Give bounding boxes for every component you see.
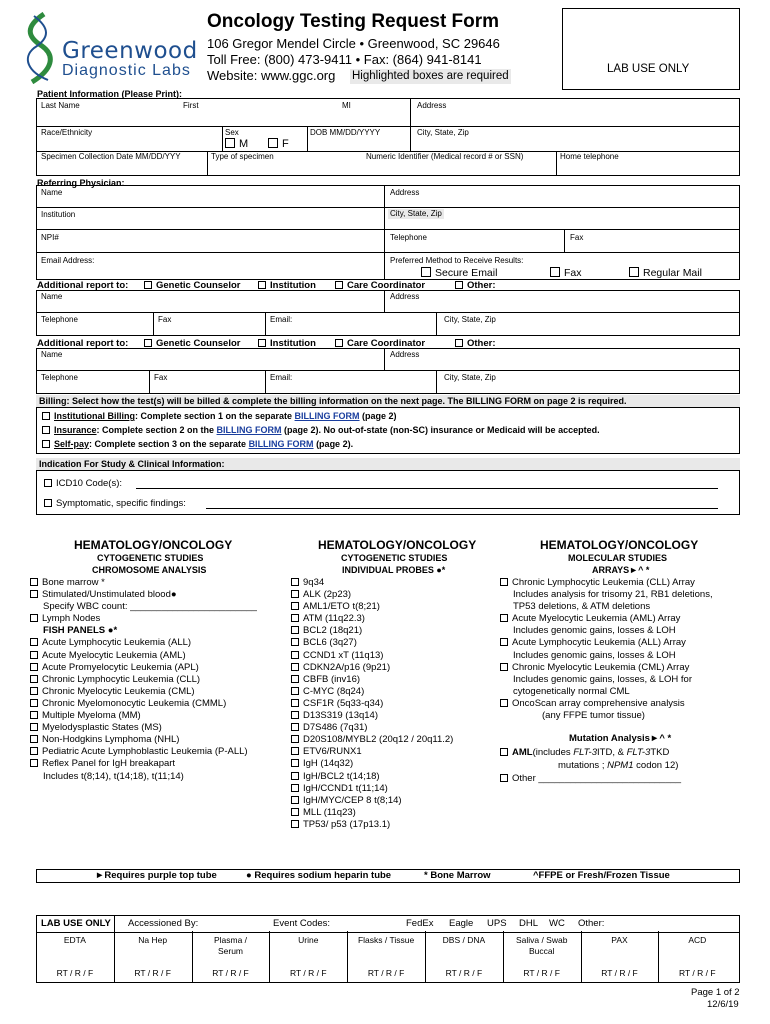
checkbox[interactable] xyxy=(500,663,508,671)
col1-test-note xyxy=(30,601,257,613)
legend-bone-marrow: * Bone Marrow xyxy=(424,870,491,881)
col2-probe-label: CSF1R (5q33-q34) xyxy=(303,697,384,709)
checkbox[interactable] xyxy=(291,820,299,828)
checkbox[interactable] xyxy=(291,759,299,767)
col3-title: HEMATOLOGY/ONCOLOGY xyxy=(540,538,699,552)
col3-array-label: (any FFPE tumor tissue) xyxy=(542,710,645,722)
col2-probe-label: 9q34 xyxy=(303,577,325,588)
col3-array-checkbox[interactable] xyxy=(500,698,713,710)
other-checkbox-1[interactable]: Other: xyxy=(455,281,496,291)
checkbox[interactable] xyxy=(30,663,38,671)
icd10-checkbox[interactable]: ICD10 Code(s): xyxy=(44,478,122,489)
genetic-counselor-checkbox-1[interactable]: Genetic Counselor xyxy=(144,281,240,291)
col2-subtitle-2: INDIVIDUAL PROBES ●* xyxy=(342,565,446,575)
col2-subtitle-1: CYTOGENETIC STUDIES xyxy=(341,553,448,563)
checkbox[interactable] xyxy=(291,808,299,816)
checkbox[interactable] xyxy=(30,735,38,743)
checkbox[interactable] xyxy=(30,723,38,731)
logo-text-secondary: Diagnostic Labs xyxy=(62,62,191,79)
billing-selfpay-option[interactable]: Self-pay: Complete section 3 on the separate BILLING FORM (page 2). xyxy=(42,439,353,450)
lab-rt-r-f-field[interactable]: RT / R / F xyxy=(134,968,171,978)
checkbox[interactable] xyxy=(291,711,299,719)
col2-probe-checkbox[interactable] xyxy=(291,722,453,734)
col3-array-label: Includes genomic gains, losses & LOH xyxy=(513,625,676,637)
col2-probe-checkbox[interactable] xyxy=(291,662,453,674)
checkbox[interactable] xyxy=(30,675,38,683)
col3-array-note xyxy=(500,601,713,613)
institution-checkbox-1[interactable]: Institution xyxy=(258,281,316,291)
patient-address-field[interactable]: Address xyxy=(417,101,447,110)
col1-title: HEMATOLOGY/ONCOLOGY xyxy=(74,538,233,552)
col2-test-list xyxy=(291,577,453,831)
carrier-other[interactable]: Other: xyxy=(578,918,605,929)
additional-fax-field-1[interactable]: Fax xyxy=(158,315,172,324)
mutation-analysis-heading: Mutation Analysis►^ * xyxy=(569,733,672,744)
sex-m-checkbox[interactable]: M xyxy=(225,138,248,150)
additional-report-label-2: Additional report to: xyxy=(37,338,129,349)
col3-subtitle-2: ARRAYS►^ * xyxy=(592,565,650,575)
dob-field[interactable]: DOB MM/DD/YYYY xyxy=(310,128,381,137)
form-date: 12/6/19 xyxy=(707,999,739,1010)
col1-test-label: Acute Lymphocytic Leukemia (ALL) xyxy=(42,637,192,649)
col2-probe-label: C-MYC (8q24) xyxy=(303,685,365,697)
col3-array-label: Acute Lymphocytic Leukemia (ALL) Array xyxy=(512,637,686,649)
additional-section-1 xyxy=(36,290,740,336)
col1-subtitle-1: CYTOGENETIC STUDIES xyxy=(97,553,204,563)
col3-array-checkbox[interactable] xyxy=(500,637,713,649)
col1-test-label: Specify WBC count: ________________________ xyxy=(43,601,257,613)
lab-rt-r-f-field[interactable]: RT / R / F xyxy=(212,968,249,978)
col2-probe-checkbox[interactable] xyxy=(291,650,453,662)
col1-test-checkbox[interactable] xyxy=(30,613,257,625)
lab-column-header: Saliva / Swab Buccal xyxy=(515,935,568,956)
checkbox[interactable] xyxy=(291,578,299,586)
col1-test-checkbox[interactable] xyxy=(30,722,257,734)
col2-probe-checkbox[interactable] xyxy=(291,783,453,795)
accessioned-by-field[interactable]: Accessioned By: xyxy=(128,918,199,929)
specimen-type-field[interactable]: Type of specimen xyxy=(211,152,274,161)
checkbox[interactable] xyxy=(30,578,38,586)
sex-label: Sex xyxy=(225,128,239,137)
checkbox[interactable] xyxy=(500,638,508,646)
col2-probe-checkbox[interactable] xyxy=(291,674,453,686)
lab-website: Website: www.ggc.org xyxy=(207,68,336,83)
col3-array-label: Includes analysis for trisomy 21, RB1 deletions, xyxy=(513,589,713,601)
lab-rt-r-f-field[interactable]: RT / R / F xyxy=(290,968,327,978)
secure-email-checkbox[interactable]: Secure Email xyxy=(421,267,497,279)
institution-checkbox-2[interactable]: Institution xyxy=(258,339,316,349)
col2-probe-label: CDKN2A/p16 (9p21) xyxy=(303,661,391,673)
col2-probe-label: D13S319 (13q14) xyxy=(303,710,378,722)
col2-probe-label: TP53/ p53 (17p13.1) xyxy=(303,818,391,830)
symptomatic-input-line[interactable] xyxy=(206,508,718,509)
col2-probe-checkbox[interactable] xyxy=(291,819,453,831)
indication-heading: Indication For Study & Clinical Information: xyxy=(36,458,740,471)
checkbox[interactable] xyxy=(291,614,299,622)
col2-title: HEMATOLOGY/ONCOLOGY xyxy=(318,538,477,552)
logo xyxy=(22,12,198,86)
physician-city-field[interactable]: City, State, Zip xyxy=(390,209,442,218)
col3-subtitle-1: MOLECULAR STUDIES xyxy=(568,553,667,563)
additional-email-field-2[interactable]: Email: xyxy=(270,373,293,382)
checkbox[interactable] xyxy=(291,651,299,659)
billing-insurance-option[interactable]: Insurance: Complete section 2 on the BILLING FORM (page 2). No out-of-state (non-SC) insurance or Medicaid will be accepted. xyxy=(42,425,600,436)
lab-use-only-label: LAB USE ONLY xyxy=(607,63,690,75)
col3-array-note xyxy=(500,686,713,698)
col2-probe-checkbox[interactable] xyxy=(291,577,453,589)
lab-column-header: PAX xyxy=(611,935,628,945)
lab-column-header: Plasma / Serum xyxy=(213,935,248,956)
physician-address-field[interactable]: Address xyxy=(390,188,420,197)
col3-array-checkbox[interactable] xyxy=(500,577,713,589)
symptomatic-checkbox[interactable]: Symptomatic, specific findings: xyxy=(44,498,186,509)
checkbox[interactable] xyxy=(500,699,508,707)
lab-rt-r-f-field[interactable]: RT / R / F xyxy=(523,968,560,978)
carrier-ups[interactable]: UPS xyxy=(487,918,507,929)
lab-column-header: EDTA xyxy=(63,935,86,945)
col1-test-label: Reflex Panel for IgH breakapart xyxy=(42,758,176,770)
physician-name-field[interactable]: Name xyxy=(41,188,63,197)
lab-column-header: ACD xyxy=(688,935,707,945)
highlight-note: Highlighted boxes are required xyxy=(352,70,509,82)
checkbox[interactable] xyxy=(291,796,299,804)
checkbox[interactable] xyxy=(30,614,38,622)
preferred-method-label: Preferred Method to Receive Results: xyxy=(390,256,524,265)
other-mutation-checkbox[interactable]: Other ___________________________ xyxy=(500,773,681,785)
col2-probe-label: CBFB (inv16) xyxy=(303,673,361,685)
additional-email-field-1[interactable]: Email: xyxy=(270,315,293,324)
col3-array-label: cytogenetically normal CML xyxy=(513,685,630,697)
col3-array-label: Includes genomic gains, losses, & LOH for xyxy=(513,673,693,685)
lab-rt-r-f-field[interactable]: RT / R / F xyxy=(679,968,716,978)
col1-test-label: Myelodysplastic States (MS) xyxy=(42,722,162,734)
race-field[interactable]: Race/Ethnicity xyxy=(41,128,93,137)
col1-test-checkbox[interactable] xyxy=(30,734,257,746)
col2-probe-checkbox[interactable] xyxy=(291,686,453,698)
checkbox[interactable] xyxy=(291,663,299,671)
additional-address-field-1[interactable]: Address xyxy=(390,292,420,301)
col1-test-label: Includes t(8;14), t(14;18), t(11;14) xyxy=(43,770,184,782)
col1-test-checkbox[interactable] xyxy=(30,577,257,589)
legend-purple-tube: ►Requires purple top tube xyxy=(95,870,217,881)
col2-probe-checkbox[interactable] xyxy=(291,698,453,710)
checkbox[interactable] xyxy=(291,590,299,598)
col1-test-label: FISH PANELS ●* xyxy=(43,625,118,637)
col2-probe-checkbox[interactable] xyxy=(291,637,453,649)
col3-array-note xyxy=(500,625,713,637)
checkbox[interactable] xyxy=(30,759,38,767)
email-field[interactable]: Email Address: xyxy=(41,256,95,265)
lab-column-header: DBS / DNA xyxy=(442,935,486,945)
checkbox[interactable] xyxy=(291,602,299,610)
checkbox[interactable] xyxy=(30,590,38,598)
billing-form-link-3[interactable]: BILLING FORM xyxy=(248,439,314,449)
carrier-fedex[interactable]: FedEx xyxy=(406,918,434,929)
page-title: Oncology Testing Request Form xyxy=(207,11,500,32)
checkbox[interactable] xyxy=(500,578,508,586)
logo-text-primary: Greenwood xyxy=(62,38,198,64)
col2-probe-label: D7S486 (7q31) xyxy=(303,722,368,734)
col2-probe-checkbox[interactable] xyxy=(291,625,453,637)
col1-test-checkbox[interactable] xyxy=(30,746,257,758)
col3-array-note xyxy=(500,589,713,601)
col1-test-label: Lymph Nodes xyxy=(42,613,101,625)
lab-rt-r-f-field[interactable]: RT / R / F xyxy=(445,968,483,978)
icd10-input-line[interactable] xyxy=(136,488,718,489)
checkbox[interactable] xyxy=(30,651,38,659)
home-phone-field[interactable]: Home telephone xyxy=(560,152,619,161)
lab-column-header: Na Hep xyxy=(138,935,168,945)
col2-probe-label: MLL (11q23) xyxy=(303,806,356,818)
lab-rt-r-f-field[interactable]: RT / R / F xyxy=(601,968,638,978)
checkbox[interactable] xyxy=(291,735,299,743)
checkbox[interactable] xyxy=(500,614,508,622)
checkbox[interactable] xyxy=(291,784,299,792)
col3-array-checkbox[interactable] xyxy=(500,662,713,674)
carrier-dhl[interactable]: DHL xyxy=(519,918,539,929)
logo-helix-icon xyxy=(22,12,56,84)
checkbox[interactable] xyxy=(30,699,38,707)
col1-test-label: Acute Promyelocytic Leukemia (APL) xyxy=(42,661,199,673)
lab-use-table-label: LAB USE ONLY xyxy=(41,918,111,929)
col1-test-label: Acute Myelocytic Leukemia (AML) xyxy=(42,649,186,661)
col3-array-note xyxy=(500,650,713,662)
col1-subtitle-2: CHROMOSOME ANALYSIS xyxy=(92,565,207,575)
col1-test-label: Stimulated/Unstimulated blood● xyxy=(42,589,177,601)
billing-form-link-2[interactable]: BILLING FORM xyxy=(216,425,282,435)
physician-section xyxy=(36,185,740,280)
care-coordinator-checkbox-2[interactable]: Care Coordinator xyxy=(335,339,425,349)
col3-array-checkbox[interactable] xyxy=(500,613,713,625)
checkbox[interactable] xyxy=(291,626,299,634)
checkbox[interactable] xyxy=(30,638,38,646)
physician-heading: Referring Physician: xyxy=(37,178,125,188)
col3-array-label: OncoScan array comprehensive analysis xyxy=(512,697,685,709)
col3-array-label: TP53 deletions, & ATM deletions xyxy=(513,601,651,613)
col2-probe-label: IgH (14q32) xyxy=(303,758,354,770)
col2-probe-checkbox[interactable] xyxy=(291,710,453,722)
lab-rt-r-f-field[interactable]: RT / R / F xyxy=(56,968,94,978)
col2-probe-checkbox[interactable] xyxy=(291,758,453,770)
carrier-wc[interactable]: WC xyxy=(549,918,565,929)
checkbox[interactable] xyxy=(291,747,299,755)
col2-probe-checkbox[interactable] xyxy=(291,613,453,625)
fax-checkbox[interactable]: Fax xyxy=(550,267,582,279)
patient-section xyxy=(36,98,740,176)
checkbox[interactable] xyxy=(291,638,299,646)
col2-probe-checkbox[interactable] xyxy=(291,601,453,613)
checkbox[interactable] xyxy=(291,687,299,695)
col2-probe-label: ETV6/RUNX1 xyxy=(303,746,362,758)
physician-fax-field[interactable]: Fax xyxy=(570,233,584,242)
col2-probe-label: D20S108/MYBL2 (20q12 / 20q11.2) xyxy=(303,734,454,746)
billing-institutional-option[interactable]: Institutional Billing: Complete section 1 on the separate BILLING FORM (page 2) xyxy=(42,411,397,422)
col3-array-label: Chronic Myelocytic Leukemia (CML) Array xyxy=(512,661,690,673)
institution-field[interactable]: Institution xyxy=(41,210,76,219)
col1-test-label: Chronic Lymphocytic Leukemia (CLL) xyxy=(42,673,201,685)
col3-array-label: Includes genomic gains, losses & LOH xyxy=(513,649,676,661)
checkbox[interactable] xyxy=(30,711,38,719)
col2-probe-checkbox[interactable] xyxy=(291,734,453,746)
col1-test-label: Multiple Myeloma (MM) xyxy=(42,710,141,722)
event-codes-field[interactable]: Event Codes: xyxy=(273,918,331,929)
col2-probe-checkbox[interactable] xyxy=(291,795,453,807)
checkbox[interactable] xyxy=(291,699,299,707)
legend-ffpe: ^FFPE or Fresh/Frozen Tissue xyxy=(533,870,670,881)
col2-probe-checkbox[interactable] xyxy=(291,771,453,783)
col2-probe-label: BCL2 (18q21) xyxy=(303,625,363,637)
col1-test-label: Chronic Myelocytic Leukemia (CML) xyxy=(42,685,195,697)
genetic-counselor-checkbox-2[interactable]: Genetic Counselor xyxy=(144,339,240,349)
col2-probe-label: ALK (2p23) xyxy=(303,589,352,601)
additional-fax-field-2[interactable]: Fax xyxy=(154,373,168,382)
npi-field[interactable]: NPI# xyxy=(41,233,59,242)
col2-probe-label: CCND1 xT (11q13) xyxy=(303,649,384,661)
col1-test-checkbox[interactable] xyxy=(30,698,257,710)
checkbox[interactable] xyxy=(291,723,299,731)
col1-test-checkbox[interactable] xyxy=(30,758,257,770)
additional-name-field-2[interactable]: Name xyxy=(41,350,63,359)
col2-probe-checkbox[interactable] xyxy=(291,589,453,601)
col3-array-label: Chronic Lymphocytic Leukemia (CLL) Array xyxy=(512,577,695,588)
patient-city-field[interactable]: City, State, Zip xyxy=(417,128,469,137)
col2-probe-label: IgH/CCND1 t(11;14) xyxy=(303,782,388,794)
col2-probe-label: BCL6 (3q27) xyxy=(303,637,357,649)
col1-test-checkbox[interactable] xyxy=(30,589,257,601)
col3-array-label: Acute Myelocytic Leukemia (AML) Array xyxy=(512,613,681,625)
regular-mail-checkbox[interactable]: Regular Mail xyxy=(629,267,702,279)
col2-probe-label: IgH/MYC/CEP 8 t(8;14) xyxy=(303,794,402,806)
numeric-id-field[interactable]: Numeric Identifier (Medical record # or SSN) xyxy=(366,152,524,161)
col2-probe-checkbox[interactable] xyxy=(291,746,453,758)
mi-field[interactable]: MI xyxy=(342,101,351,110)
col1-test-checkbox[interactable] xyxy=(30,674,257,686)
col1-test-checkbox[interactable] xyxy=(30,710,257,722)
checkbox[interactable] xyxy=(291,772,299,780)
col1-test-checkbox[interactable] xyxy=(30,662,257,674)
collection-date-field[interactable]: Specimen Collection Date MM/DD/YYY xyxy=(41,152,181,161)
page-number: Page 1 of 2 xyxy=(691,987,740,998)
col1-test-label: Pediatric Acute Lymphoblastic Leukemia (P-ALL) xyxy=(42,746,248,758)
col3-array-note xyxy=(500,710,713,722)
additional-address-field-2[interactable]: Address xyxy=(390,350,420,359)
patient-heading: Patient Information (Please Print): xyxy=(37,89,183,99)
care-coordinator-checkbox-1[interactable]: Care Coordinator xyxy=(335,281,425,291)
col1-test-label: Non-Hodgkins Lymphoma (NHL) xyxy=(42,734,180,746)
additional-name-field-1[interactable]: Name xyxy=(41,292,63,301)
physician-telephone-field[interactable]: Telephone xyxy=(390,233,427,242)
carrier-eagle[interactable]: Eagle xyxy=(449,918,474,929)
col3-array-note xyxy=(500,674,713,686)
col1-test-list xyxy=(30,577,257,783)
sex-f-checkbox[interactable]: F xyxy=(268,138,289,150)
col3-test-list xyxy=(500,577,713,722)
col1-test-checkbox[interactable] xyxy=(30,686,257,698)
lab-column-header: Urine xyxy=(298,935,319,945)
additional-section-2 xyxy=(36,348,740,394)
col1-test-note xyxy=(30,625,257,637)
legend-heparin-tube: ● Requires sodium heparin tube xyxy=(246,870,392,881)
col1-test-note xyxy=(30,771,257,783)
col2-probe-label: IgH/BCL2 t(14;18) xyxy=(303,770,380,782)
col1-test-checkbox[interactable] xyxy=(30,637,257,649)
checkbox[interactable] xyxy=(291,675,299,683)
last-name-field[interactable]: Last Name xyxy=(41,101,80,110)
additional-telephone-field-1[interactable]: Telephone xyxy=(41,315,78,324)
col1-test-checkbox[interactable] xyxy=(30,650,257,662)
col2-probe-label: AML1/ETO t(8;21) xyxy=(303,601,380,613)
col2-probe-label: ATM (11q22.3) xyxy=(303,613,365,625)
col1-test-label: Chronic Myelomonocytic Leukemia (CMML) xyxy=(42,697,227,709)
additional-city-field-1[interactable]: City, State, Zip xyxy=(444,315,496,324)
aml-mutation-checkbox[interactable]: AML(includes FLT-3ITD, & FLT-3TKD xyxy=(500,747,669,759)
additional-city-field-2[interactable]: City, State, Zip xyxy=(444,373,496,382)
lab-address: 106 Gregor Mendel Circle • Greenwood, SC 29646 xyxy=(207,36,500,51)
additional-report-label-1: Additional report to: xyxy=(37,280,129,291)
lab-column-header: Flasks / Tissue xyxy=(357,935,415,945)
checkbox[interactable] xyxy=(30,687,38,695)
first-name-field[interactable]: First xyxy=(183,101,199,110)
other-checkbox-2[interactable]: Other: xyxy=(455,339,496,349)
additional-telephone-field-2[interactable]: Telephone xyxy=(41,373,78,382)
lab-phone: Toll Free: (800) 473-9411 • Fax: (864) 941-8141 xyxy=(207,52,482,67)
aml-mutation-detail: mutations ; NPM1 codon 12) xyxy=(558,760,679,771)
billing-form-link-1[interactable]: BILLING FORM xyxy=(294,411,360,421)
checkbox[interactable] xyxy=(30,747,38,755)
col2-probe-checkbox[interactable] xyxy=(291,807,453,819)
billing-heading: Billing: Select how the test(s) will be billed & complete the billing information on the next page. The BILLING FORM on page 2 is required. xyxy=(36,395,740,408)
lab-rt-r-f-field[interactable]: RT / R / F xyxy=(367,968,405,978)
lab-use-only-box[interactable] xyxy=(562,8,740,90)
col1-test-label: Bone marrow * xyxy=(42,577,105,588)
